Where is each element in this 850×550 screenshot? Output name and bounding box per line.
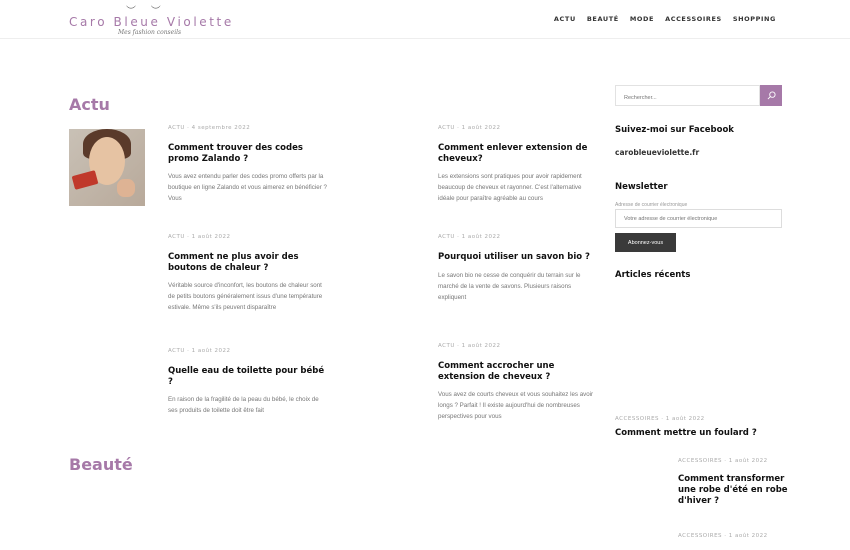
recent-article: ACCESSOIRES · 1 août 2022 Comment mettre un foulard ? <box>615 416 785 438</box>
article-card <box>168 234 328 313</box>
article-excerpt: Vous avez entendu parler des codes promo offerts par la boutique en ligne Zalando et vous aimerez en bénéficier ? Vous <box>168 173 327 202</box>
newsletter-label: Adresse de courrier électronique <box>615 202 688 208</box>
nav-accessoires[interactable]: ACCESSOIRES <box>665 15 722 23</box>
site-logo[interactable]: Caro Bleue Violette <box>69 15 234 29</box>
nav-mode[interactable]: MODE <box>629 15 655 23</box>
article-card <box>168 348 328 416</box>
article-meta: ACTU · 4 septembre 2022 <box>168 125 251 131</box>
search-button[interactable] <box>760 85 782 106</box>
article-title[interactable]: Comment enlever extension de cheveux? <box>438 143 588 164</box>
facebook-link[interactable]: carobleueviolette.fr <box>615 148 700 157</box>
main-nav <box>554 15 776 23</box>
nav-actu[interactable]: ACTU <box>553 15 576 23</box>
article-excerpt: Les extensions sont pratiques pour avoir rapidement beaucoup de cheveux et rayonner. C'est l'alternative idéale pour paraître agréable au cours <box>438 173 582 202</box>
article-meta: ACTU · 1 août 2022 <box>438 343 501 349</box>
article-title[interactable]: Comment ne plus avoir des boutons de chaleur ? <box>168 252 299 273</box>
newsletter-email-field[interactable] <box>615 209 782 228</box>
search-input[interactable] <box>616 89 762 108</box>
recent-articles-heading: Articles récents <box>615 270 691 280</box>
site-tagline: Mes fashion conseils <box>118 29 182 36</box>
article-excerpt: Vous avez de courts cheveux et vous souhaitez les avoir longs ? Parfait ! Il existe aujourd'hui de nombreuses perspectives pour vous <box>438 391 594 420</box>
article-meta: ACTU · 1 août 2022 <box>438 125 501 131</box>
nav-shopping[interactable]: SHOPPING <box>732 15 776 23</box>
subscribe-button[interactable]: Abonnez-vous <box>615 233 676 252</box>
recent-article-title[interactable]: Comment mettre un foulard ? <box>615 428 757 438</box>
newsletter-heading: Newsletter <box>615 182 668 192</box>
article-thumbnail[interactable] <box>69 129 145 206</box>
article-title[interactable]: Quelle eau de toilette pour bébé ? <box>168 366 325 387</box>
article-title[interactable]: Comment trouver des codes promo Zalando ? <box>168 143 303 164</box>
nav-beaute[interactable]: BEAUTÉ <box>586 15 619 23</box>
article-excerpt: Véritable source d'inconfort, les boutons de chaleur sont de petits boutons généralement issus d'une température estivale. Même s'ils peuvent disparaître <box>168 282 323 311</box>
article-card <box>438 125 598 204</box>
article-card <box>168 125 328 204</box>
article-title[interactable]: Pourquoi utiliser un savon bio ? <box>438 252 590 262</box>
article-excerpt: Le savon bio ne cesse de conquérir du terrain sur le marché de la vente de savons. Plusieurs raisons expliquent <box>438 271 581 301</box>
article-meta: ACTU · 1 août 2022 <box>168 348 231 354</box>
credit-card-image <box>72 170 99 190</box>
article-title[interactable]: Comment accrocher une extension de cheveux ? <box>438 361 555 382</box>
recent-article: ACCESSOIRES · 1 août 2022 Comment transformer une robe d'été en robe d'hiver ? <box>678 458 788 506</box>
search-icon <box>767 91 776 100</box>
recent-article: ACCESSOIRES · 1 août 2022 <box>678 533 768 539</box>
section-title-actu[interactable]: Actu <box>69 95 110 114</box>
article-meta: ACTU · 1 août 2022 <box>168 234 231 240</box>
section-title-beaute[interactable]: Beauté <box>69 455 133 474</box>
logo-lashes-icon: ︶ ︶ <box>126 6 167 17</box>
article-card <box>438 234 598 303</box>
facebook-heading: Suivez-moi sur Facebook <box>615 125 734 135</box>
article-excerpt: En raison de la fragilité de la peau du bébé, le choix de ses produits de toilette doit être fait <box>168 396 319 414</box>
recent-article-title[interactable]: Comment transformer une robe d'été en robe d'hiver ? <box>678 474 788 506</box>
article-card <box>438 343 598 422</box>
article-meta: ACTU · 1 août 2022 <box>438 234 501 240</box>
site-header <box>0 0 850 39</box>
search-box <box>615 85 760 106</box>
